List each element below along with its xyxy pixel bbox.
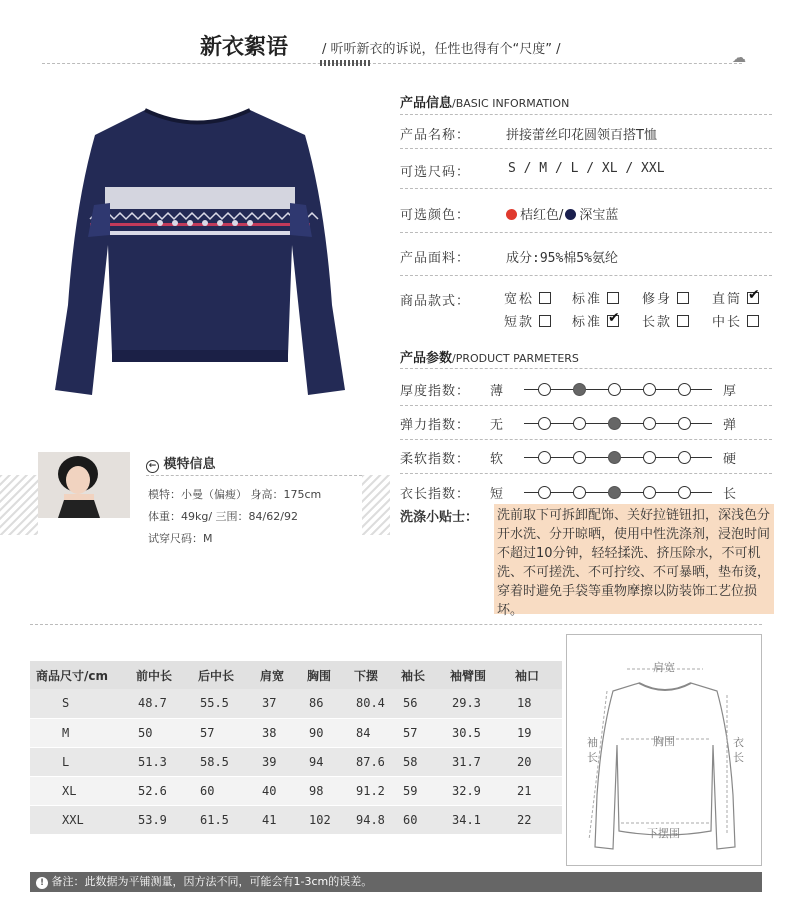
size-header-cell: 袖口 <box>509 661 562 689</box>
size-cell: XL <box>30 776 130 805</box>
measurement-diagram <box>566 634 762 866</box>
size-cell: 87.6 <box>348 747 395 776</box>
style-checkbox <box>539 292 551 304</box>
color-option-2: 深宝蓝 <box>579 208 619 223</box>
scale-dot <box>678 451 691 464</box>
size-cell: 84 <box>348 718 395 747</box>
size-cell: 51.3 <box>130 747 192 776</box>
scale-dot-selected <box>608 417 621 430</box>
row-divider <box>400 439 772 440</box>
style-row-1 <box>504 288 759 307</box>
size-header-cell: 胸围 <box>301 661 348 689</box>
param-scale <box>524 451 712 465</box>
size-header-cell: 袖臂围 <box>444 661 509 689</box>
size-cell: 102 <box>301 805 348 834</box>
scale-dot-selected <box>608 486 621 499</box>
param-scale <box>524 417 712 431</box>
style-checkbox-checked <box>747 292 759 304</box>
scale-dot <box>538 383 551 396</box>
size-cell: 48.7 <box>130 689 192 718</box>
scale-dot <box>643 383 656 396</box>
size-cell: L <box>30 747 130 776</box>
param-low-label: 短 <box>490 487 505 502</box>
scale-dot <box>643 417 656 430</box>
row-divider <box>400 148 772 149</box>
size-cell: 94.8 <box>348 805 395 834</box>
param-low-label: 无 <box>490 418 505 433</box>
navy-swatch <box>565 209 576 220</box>
size-cell: 86 <box>301 689 348 718</box>
diagram-hem-label: 下摆围 <box>647 827 680 840</box>
param-scale <box>524 486 712 500</box>
size-cell: 32.9 <box>444 776 509 805</box>
size-table-row <box>30 747 562 776</box>
header-title: 新衣絮语 <box>200 34 289 60</box>
size-cell: 53.9 <box>130 805 192 834</box>
size-cell: 40 <box>254 776 301 805</box>
size-cell: 80.4 <box>348 689 395 718</box>
row-divider <box>400 275 772 276</box>
scale-dot <box>678 417 691 430</box>
style-option: 标准 <box>572 288 642 307</box>
scale-dot <box>538 451 551 464</box>
style-option: 长款 <box>642 311 712 330</box>
size-cell: 98 <box>301 776 348 805</box>
size-cell: 61.5 <box>192 805 254 834</box>
info-icon: ! <box>36 877 48 889</box>
size-cell: 50 <box>130 718 192 747</box>
header-dots-decoration <box>320 60 370 66</box>
diagram-shoulder-label: 肩宽 <box>653 661 675 674</box>
size-value: S / M / L / XL / XXL <box>508 161 665 176</box>
color-option-1: 桔红色/ <box>520 208 564 223</box>
cloud-icon: ☁ <box>732 50 746 66</box>
style-option: 短款 <box>504 311 572 330</box>
size-cell: 60 <box>192 776 254 805</box>
param-high-label: 厚 <box>723 384 738 399</box>
size-cell: 39 <box>254 747 301 776</box>
size-table-row <box>30 689 562 718</box>
param-high-label: 长 <box>723 487 738 502</box>
style-option: 宽松 <box>504 288 572 307</box>
model-heading: ← 模特信息 <box>146 453 216 473</box>
size-cell: 20 <box>509 747 562 776</box>
basic-info-heading: 产品信息/BASIC INFORMATION <box>400 96 570 111</box>
size-cell: 38 <box>254 718 301 747</box>
size-cell: 30.5 <box>444 718 509 747</box>
style-option: 中长 <box>712 311 759 330</box>
scale-dot <box>678 486 691 499</box>
param-label: 弹力指数： <box>400 418 471 433</box>
size-header-cell: 肩宽 <box>254 661 301 689</box>
param-low-label: 软 <box>490 452 505 467</box>
style-checkbox <box>677 292 689 304</box>
scale-dot <box>608 383 621 396</box>
size-header-cell: 商品尺寸/cm <box>30 661 130 689</box>
size-cell: 52.6 <box>130 776 192 805</box>
orange-swatch <box>506 209 517 220</box>
size-cell: 57 <box>395 718 444 747</box>
param-scale <box>524 383 712 397</box>
size-table-row <box>30 776 562 805</box>
diagram-chest-label: 胸围 <box>653 735 675 748</box>
size-header-cell: 后中长 <box>192 661 254 689</box>
model-line-1: 模特：小曼（偏瘦） 身高：175cm <box>148 488 322 501</box>
size-cell: 37 <box>254 689 301 718</box>
size-table-row <box>30 718 562 747</box>
style-option: 修身 <box>642 288 712 307</box>
diagram-sleeve-label: 袖长 <box>587 736 598 764</box>
param-high-label: 硬 <box>723 452 738 467</box>
diagram-length-label: 衣长 <box>733 736 744 764</box>
section-divider <box>400 368 772 369</box>
size-cell: 18 <box>509 689 562 718</box>
size-cell: 94 <box>301 747 348 776</box>
size-cell: 34.1 <box>444 805 509 834</box>
model-divider <box>146 475 362 476</box>
size-table-row <box>30 805 562 834</box>
style-row-2 <box>504 311 759 330</box>
param-label: 厚度指数： <box>400 384 471 399</box>
size-header-cell: 前中长 <box>130 661 192 689</box>
model-line-2: 体重：49kg/ 三围：84/62/92 <box>148 510 298 523</box>
size-cell: 55.5 <box>192 689 254 718</box>
params-heading: 产品参数/PRODUCT PARMETERS <box>400 351 579 366</box>
style-checkbox <box>607 292 619 304</box>
scale-dot <box>573 417 586 430</box>
size-cell: 31.7 <box>444 747 509 776</box>
wash-label: 洗涤小贴士： <box>400 510 479 525</box>
name-label: 产品名称： <box>400 128 471 143</box>
param-low-label: 薄 <box>490 384 505 399</box>
scale-dot <box>643 486 656 499</box>
model-line-3: 试穿尺码：M <box>148 532 213 545</box>
scale-dot <box>643 451 656 464</box>
fabric-label: 产品面料： <box>400 251 471 266</box>
size-cell: 60 <box>395 805 444 834</box>
size-cell: S <box>30 689 130 718</box>
back-arrow-icon: ← <box>146 460 159 473</box>
size-header-cell: 袖长 <box>395 661 444 689</box>
scale-dot <box>538 417 551 430</box>
size-cell: 58.5 <box>192 747 254 776</box>
size-cell: 19 <box>509 718 562 747</box>
header-slogan: / 听听新衣的诉说，任性也得有个“尺度” / <box>322 42 561 57</box>
row-divider <box>400 232 772 233</box>
param-label: 衣长指数： <box>400 487 471 502</box>
size-cell: 59 <box>395 776 444 805</box>
size-section-divider <box>30 624 762 625</box>
section-divider <box>400 114 772 115</box>
size-header-cell: 下摆 <box>348 661 395 689</box>
size-table-header <box>30 661 562 689</box>
zigzag-decoration <box>362 475 390 535</box>
style-option: 标准✔ <box>572 311 642 330</box>
size-cell: 56 <box>395 689 444 718</box>
scale-dot-selected <box>608 451 621 464</box>
param-label: 柔软指数： <box>400 452 471 467</box>
name-value: 拼接蕾丝印花圆领百搭T恤 <box>506 128 657 143</box>
param-high-label: 弹 <box>723 418 738 433</box>
size-cell: 90 <box>301 718 348 747</box>
fabric-value: 成分:95%棉5%氨纶 <box>506 251 618 266</box>
style-label: 商品款式： <box>400 294 471 309</box>
size-cell: 29.3 <box>444 689 509 718</box>
header-divider <box>42 63 742 64</box>
size-cell: 57 <box>192 718 254 747</box>
style-checkbox <box>539 315 551 327</box>
color-options <box>506 204 618 223</box>
style-checkbox-checked <box>607 315 619 327</box>
scale-dot <box>573 451 586 464</box>
scale-dot-selected <box>573 383 586 396</box>
style-checkbox <box>747 315 759 327</box>
size-cell: 41 <box>254 805 301 834</box>
scale-dot <box>678 383 691 396</box>
row-divider <box>400 188 772 189</box>
scale-dot <box>538 486 551 499</box>
size-cell: 91.2 <box>348 776 395 805</box>
size-cell: 21 <box>509 776 562 805</box>
size-cell: M <box>30 718 130 747</box>
size-cell: XXL <box>30 805 130 834</box>
row-divider <box>400 405 772 406</box>
style-checkbox <box>677 315 689 327</box>
size-cell: 58 <box>395 747 444 776</box>
scale-dot <box>573 486 586 499</box>
product-image <box>50 95 345 400</box>
zigzag-decoration <box>0 475 38 535</box>
model-photo <box>38 452 130 518</box>
footer-note: ! 备注：此数据为平铺测量，因方法不同，可能会有1-3cm的误差。 <box>30 872 762 892</box>
row-divider <box>400 473 772 474</box>
wash-text: 洗前取下可拆卸配饰、关好拉链钮扣，深浅色分开水洗、分开晾晒，使用中性洗涤剂，浸泡时间不超过10分钟，轻轻揉洗、挤压除水，不可机洗、不可搓洗、不可拧绞、不可暴晒，垫布烫，穿着时避免手袋等重物摩擦以防装饰工艺位损坏。 <box>494 504 774 614</box>
size-table <box>30 661 562 835</box>
style-option: 直筒✔ <box>712 288 759 307</box>
size-label: 可选尺码： <box>400 165 471 180</box>
color-label: 可选颜色： <box>400 208 471 223</box>
size-cell: 22 <box>509 805 562 834</box>
